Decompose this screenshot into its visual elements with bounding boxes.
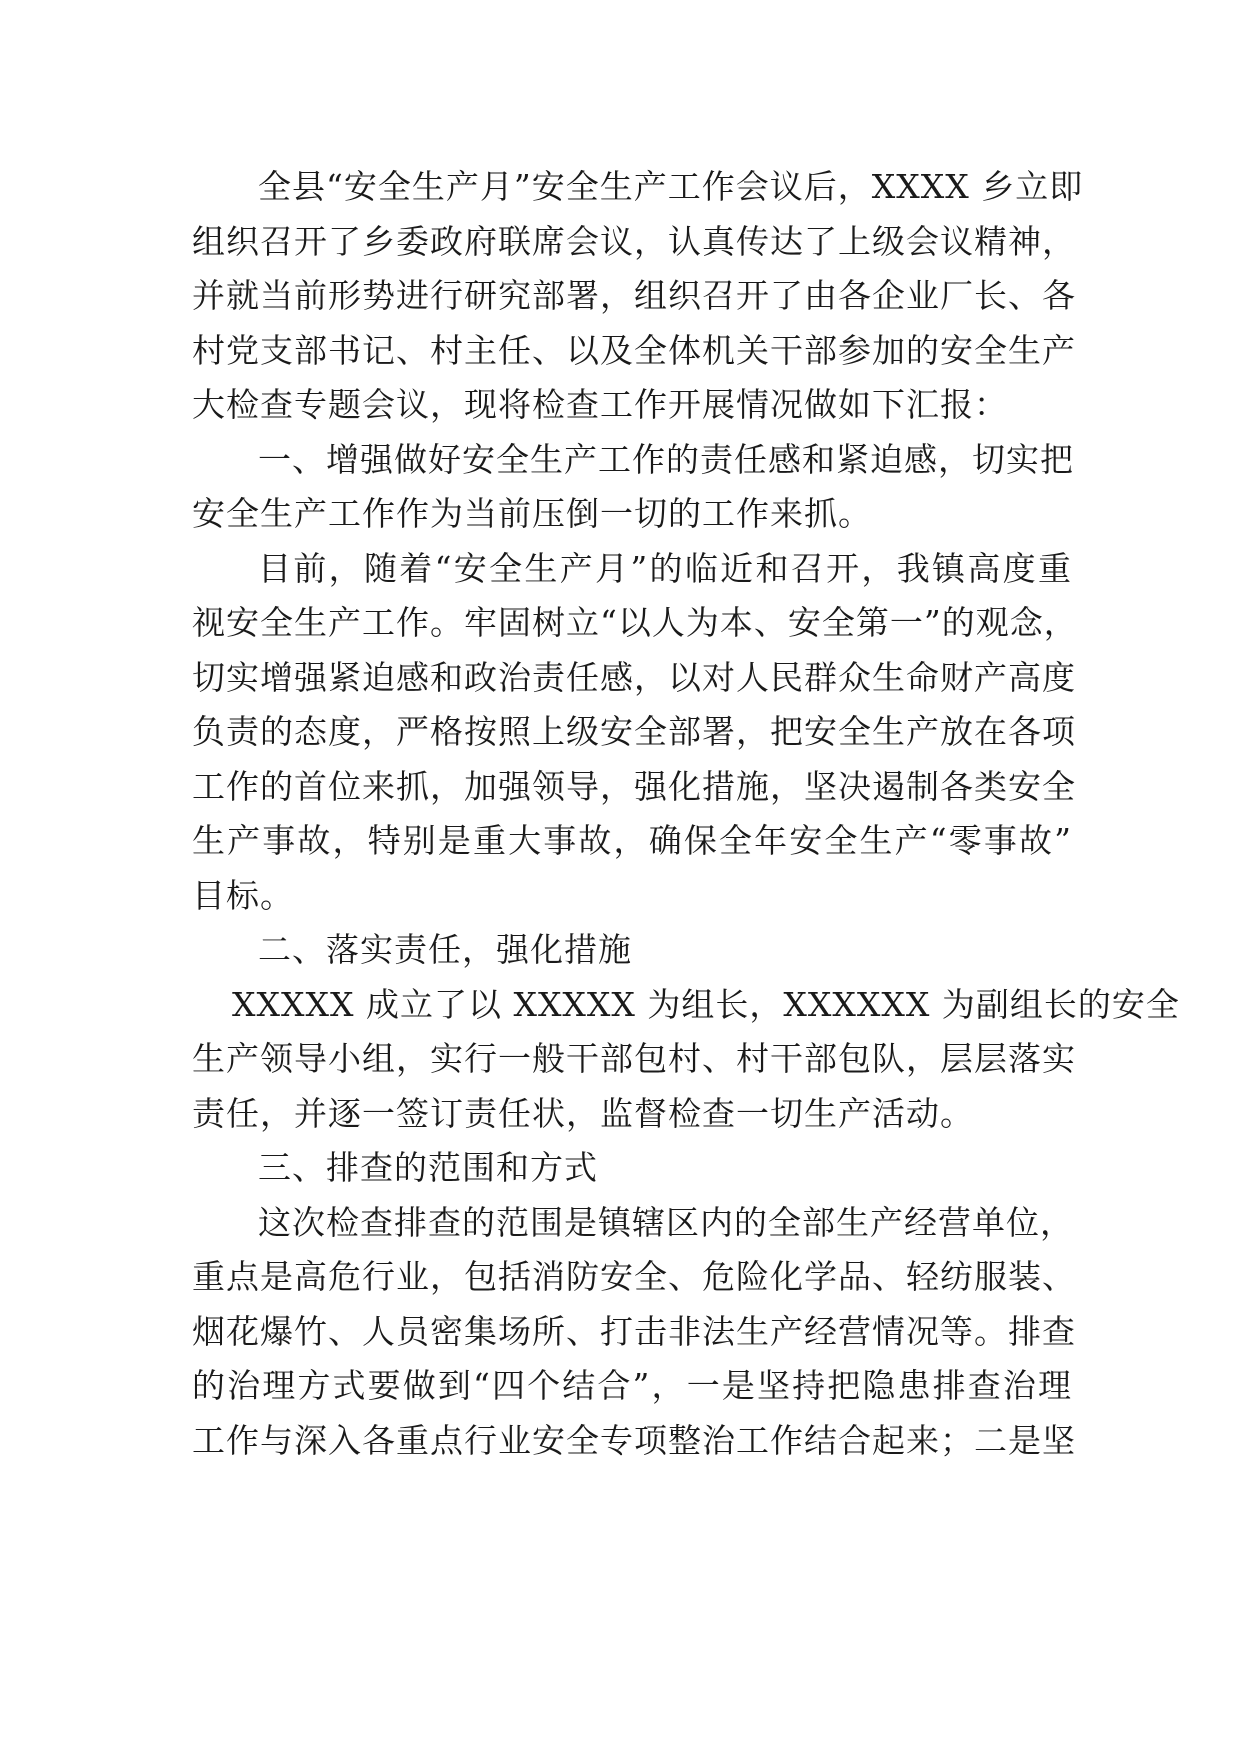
text-line: 的治理方式要做到“四个结合”，一是坚持把隐患排查治理 xyxy=(192,1366,1072,1405)
text-line: 并就当前形势进行研究部署，组织召开了由各企业厂长、各 xyxy=(192,276,1076,315)
text-line: 重点是高危行业，包括消防安全、危险化学品、轻纺服装、 xyxy=(192,1257,1076,1296)
text-line: 二、落实责任，强化措施 xyxy=(258,930,632,969)
text-line: 全县“安全生产月”安全生产工作会议后，XXXX 乡立即 xyxy=(258,167,1084,206)
section-heading-2 xyxy=(192,923,1072,978)
paragraph-intro xyxy=(192,160,1084,433)
text-line: 目标。 xyxy=(192,875,294,915)
text-line: XXXXX 成立了以 XXXXX 为组长，XXXXXX 为副组长的安全 xyxy=(232,984,1180,1024)
paragraph-section-2 xyxy=(192,978,1180,1142)
text-line: 切实增强紧迫感和政治责任感，以对人民群众生命财产高度 xyxy=(192,657,1076,697)
text-line: 村党支部书记、村主任、以及全体机关干部参加的安全生产 xyxy=(192,330,1076,370)
text-line: 负责的态度，严格按照上级安全部署，把安全生产放在各项 xyxy=(192,712,1076,751)
text-line: 工作的首位来抓，加强领导，强化措施，坚决遏制各类安全 xyxy=(192,766,1076,806)
text-line: 组织召开了乡委政府联席会议，认真传达了上级会议精神， xyxy=(192,221,1076,261)
paragraph-section-1 xyxy=(192,542,1078,924)
document-page xyxy=(192,160,1180,1468)
text-line: 烟花爆竹、人员密集场所、打击非法生产经营情况等。排查 xyxy=(192,1311,1076,1351)
text-line: 生产领导小组，实行一般干部包村、村干部包队，层层落实 xyxy=(192,1039,1076,1078)
text-line: 安全生产工作作为当前压倒一切的工作来抓。 xyxy=(192,494,872,533)
text-line: 三、排查的范围和方式 xyxy=(258,1148,598,1187)
section-heading-3 xyxy=(192,1141,1072,1196)
text-line: 目前，随着“安全生产月”的临近和召开，我镇高度重 xyxy=(258,548,1072,588)
section-heading-1 xyxy=(192,433,1072,542)
text-line: 这次检查排查的范围是镇辖区内的全部生产经营单位， xyxy=(258,1202,1074,1242)
text-line: 一、增强做好安全生产工作的责任感和紧迫感，切实把 xyxy=(258,439,1074,479)
paragraph-section-3 xyxy=(192,1196,1076,1469)
text-line: 大检查专题会议，现将检查工作开展情况做如下汇报： xyxy=(192,385,1008,424)
text-line: 工作与深入各重点行业安全专项整治工作结合起来；二是坚 xyxy=(192,1420,1076,1460)
text-line: 视安全生产工作。牢固树立“以人为本、安全第一”的观念， xyxy=(192,603,1078,642)
text-line: 责任，并逐一签订责任状，监督检查一切生产活动。 xyxy=(192,1093,974,1133)
text-line: 生产事故，特别是重大事故，确保全年安全生产“零事故” xyxy=(192,821,1072,860)
